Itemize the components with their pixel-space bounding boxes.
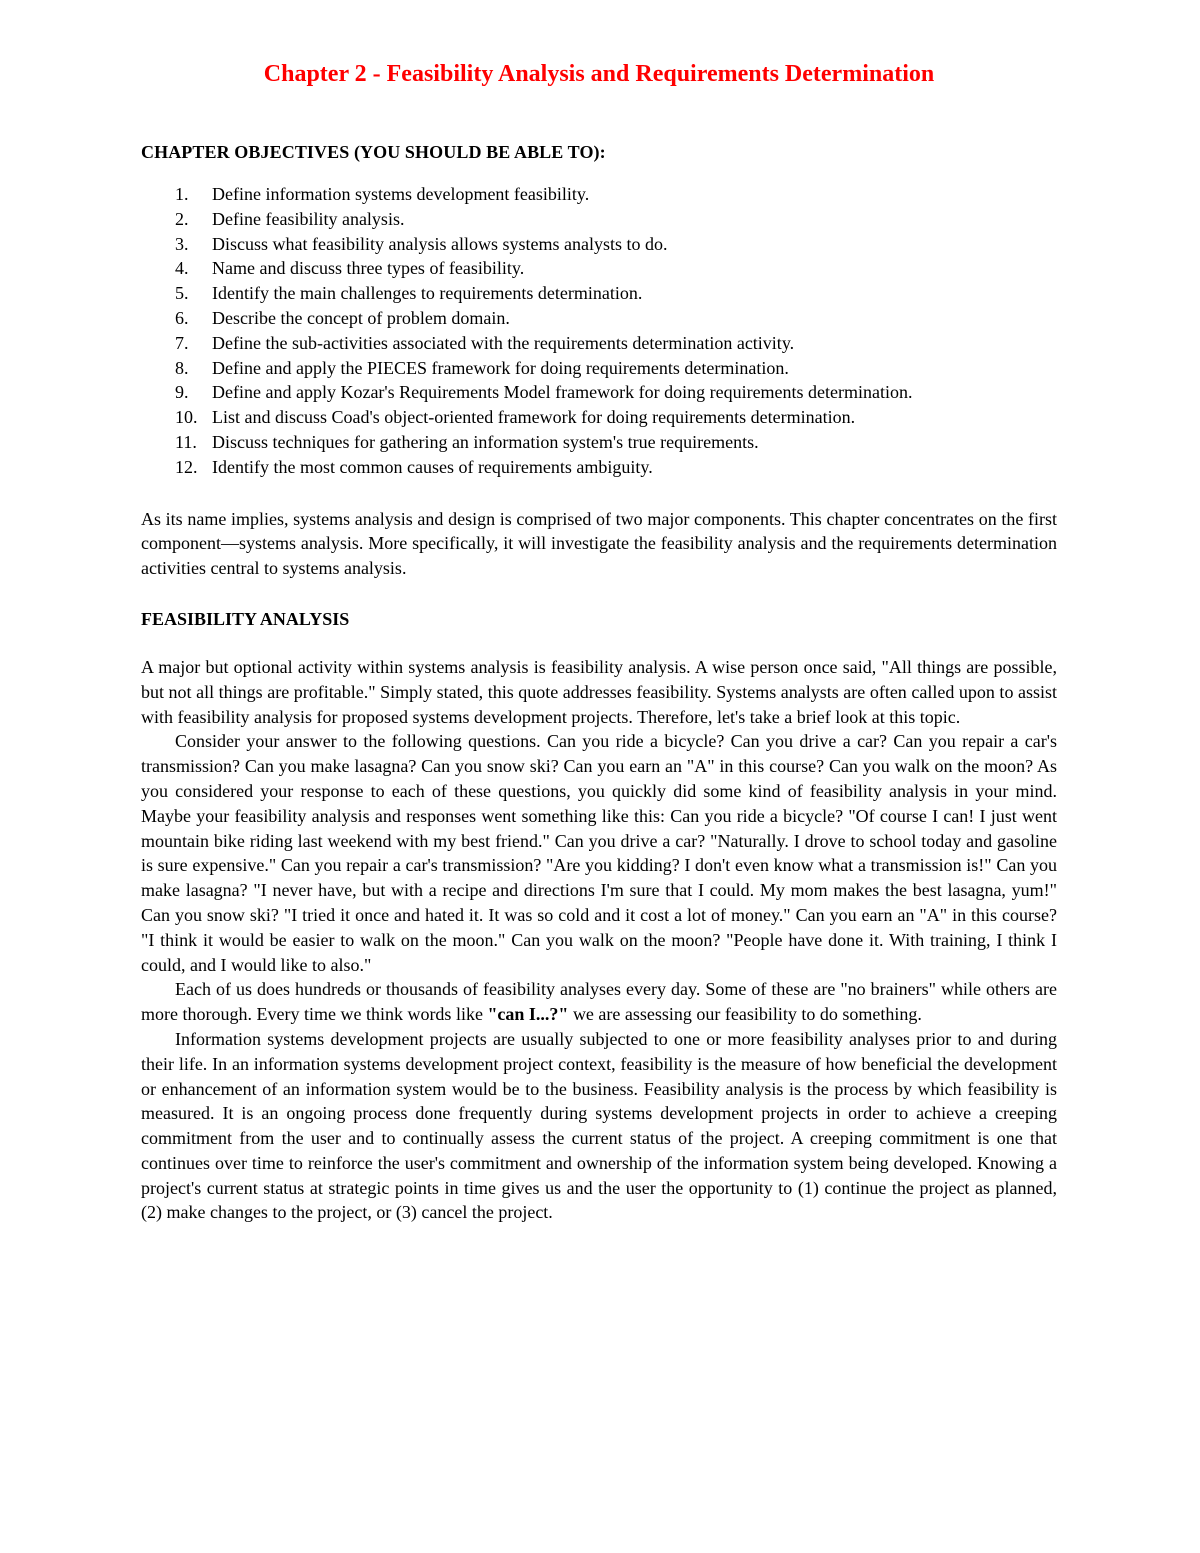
- objective-number: 9.: [175, 382, 189, 403]
- objective-text: Describe the concept of problem domain.: [212, 307, 510, 328]
- feasibility-paragraph-1: A major but optional activity within systems analysis is feasibility analysis. A wise person once said, "All things are possible, but not all things are profitable." Simply stated, this quote addresses feasibility. Systems analysts are often called upon to assist with feasibility analysis for proposed systems development projects. Therefore, let's take a brief look at this topic.: [141, 656, 1057, 727]
- document-page: [141, 58, 1057, 1225]
- objective-item: [141, 182, 1057, 207]
- feasibility-paragraph-2: Consider your answer to the following questions. Can you ride a bicycle? Can you drive a car? Can you repair a car's transmission? Can you make lasagna? Can you snow ski? Can you earn an "A" in this course? Can you walk on the moon? As you considered your response to each of these questions, you quickly did some kind of feasibility analysis in your mind. Maybe your feasibility analysis and responses went something like this: Can you ride a bicycle? "Of course I can! I just went mountain bike riding last weekend with my best friend." Can you drive a car? "Naturally. I drove to school today and gasoline is sure expensive." Can you repair a car's transmission? "Are you kidding? I don't even know what a transmission is!" Can you make lasagna? "I never have, but with a recipe and directions I'm sure that I could. My mom makes the best lasagna, yum!" Can you snow ski? "I tried it once and hated it. It was so cold and it cost a lot of money." Can you earn an "A" in this course? "I think it would be easier to walk on the moon." Can you walk on the moon? "People have done it. With training, I think I could, and I would like to also.": [141, 731, 1057, 975]
- objective-text: Identify the main challenges to requirements determination.: [212, 283, 643, 304]
- p3-text-after: we are assessing our feasibility to do something.: [568, 1004, 922, 1025]
- objective-number: 6.: [175, 307, 189, 328]
- objectives-list: [141, 182, 1057, 480]
- objective-text: Discuss what feasibility analysis allows systems analysts to do.: [212, 233, 668, 254]
- can-i-emphasis: "can I...?": [487, 1004, 569, 1025]
- objective-text: Define information systems development feasibility.: [212, 184, 590, 204]
- p3-text-before: Each of us does hundreds or thousands of feasibility analyses every day. Some of these are "no brainers" while others are more thorough. Every time we think words like: [141, 979, 1057, 1025]
- objective-text: Discuss techniques for gathering an information system's true requirements.: [212, 431, 759, 452]
- objective-item: [141, 306, 1057, 331]
- objective-number: 8.: [175, 357, 189, 378]
- objective-number: 11.: [175, 431, 197, 452]
- feasibility-heading: FEASIBILITY ANALYSIS: [141, 608, 350, 629]
- objective-item: [141, 455, 1057, 480]
- intro-paragraph: As its name implies, systems analysis and design is comprised of two major components. This chapter concentrates on the first component—systems analysis. More specifically, it will investigate the feasibility analysis and the requirements determination activities central to systems analysis.: [141, 508, 1057, 579]
- objective-text: Define feasibility analysis.: [212, 208, 405, 229]
- objective-number: 3.: [175, 233, 189, 254]
- objective-item: [141, 380, 1057, 405]
- objective-text: Name and discuss three types of feasibility.: [212, 258, 525, 279]
- feasibility-paragraph-4: Information systems development projects are usually subjected to one or more feasibility analyses prior to and during their life. In an information systems development project context, feasibility is the measure of how beneficial the development or enhancement of an information system would be to the business. Feasibility analysis is the process by which feasibility is measured. It is an ongoing process done frequently during systems development projects in order to achieve a creeping commitment from the user and to continually assess the current status of the project. A creeping commitment is one that continues over time to reinforce the user's commitment and ownership of the information system being developed. Knowing a project's current status at strategic points in time gives us and the user the opportunity to (1) continue the project as planned, (2) make changes to the project, or (3) cancel the project.: [141, 1028, 1057, 1223]
- objective-item: [141, 207, 1057, 232]
- objective-text: Identify the most common causes of requirements ambiguity.: [212, 456, 653, 477]
- chapter-title: Chapter 2 - Feasibility Analysis and Requirements Determination: [263, 61, 935, 87]
- objective-number: 12.: [175, 456, 198, 477]
- objective-number: 1.: [175, 184, 189, 204]
- objective-item: [141, 331, 1057, 356]
- objective-number: 4.: [175, 258, 189, 279]
- objective-number: 10.: [175, 407, 198, 428]
- feasibility-paragraph-3: [141, 977, 1057, 1027]
- objective-item: [141, 405, 1057, 430]
- objective-number: 7.: [175, 332, 189, 353]
- objectives-heading: CHAPTER OBJECTIVES (YOU SHOULD BE ABLE TO):: [141, 142, 606, 162]
- objective-item: [141, 256, 1057, 281]
- objective-item: [141, 430, 1057, 455]
- objective-number: 2.: [175, 208, 189, 229]
- objective-text: Define and apply the PIECES framework for doing requirements determination.: [212, 357, 789, 378]
- objective-number: 5.: [175, 283, 189, 304]
- objective-text: List and discuss Coad's object-oriented framework for doing requirements determination.: [212, 407, 856, 428]
- objective-item: [141, 356, 1057, 381]
- objective-item: [141, 281, 1057, 306]
- objective-text: Define the sub-activities associated with the requirements determination activity.: [212, 332, 795, 353]
- objective-text: Define and apply Kozar's Requirements Model framework for doing requirements determination.: [212, 382, 913, 403]
- objective-item: [141, 232, 1057, 257]
